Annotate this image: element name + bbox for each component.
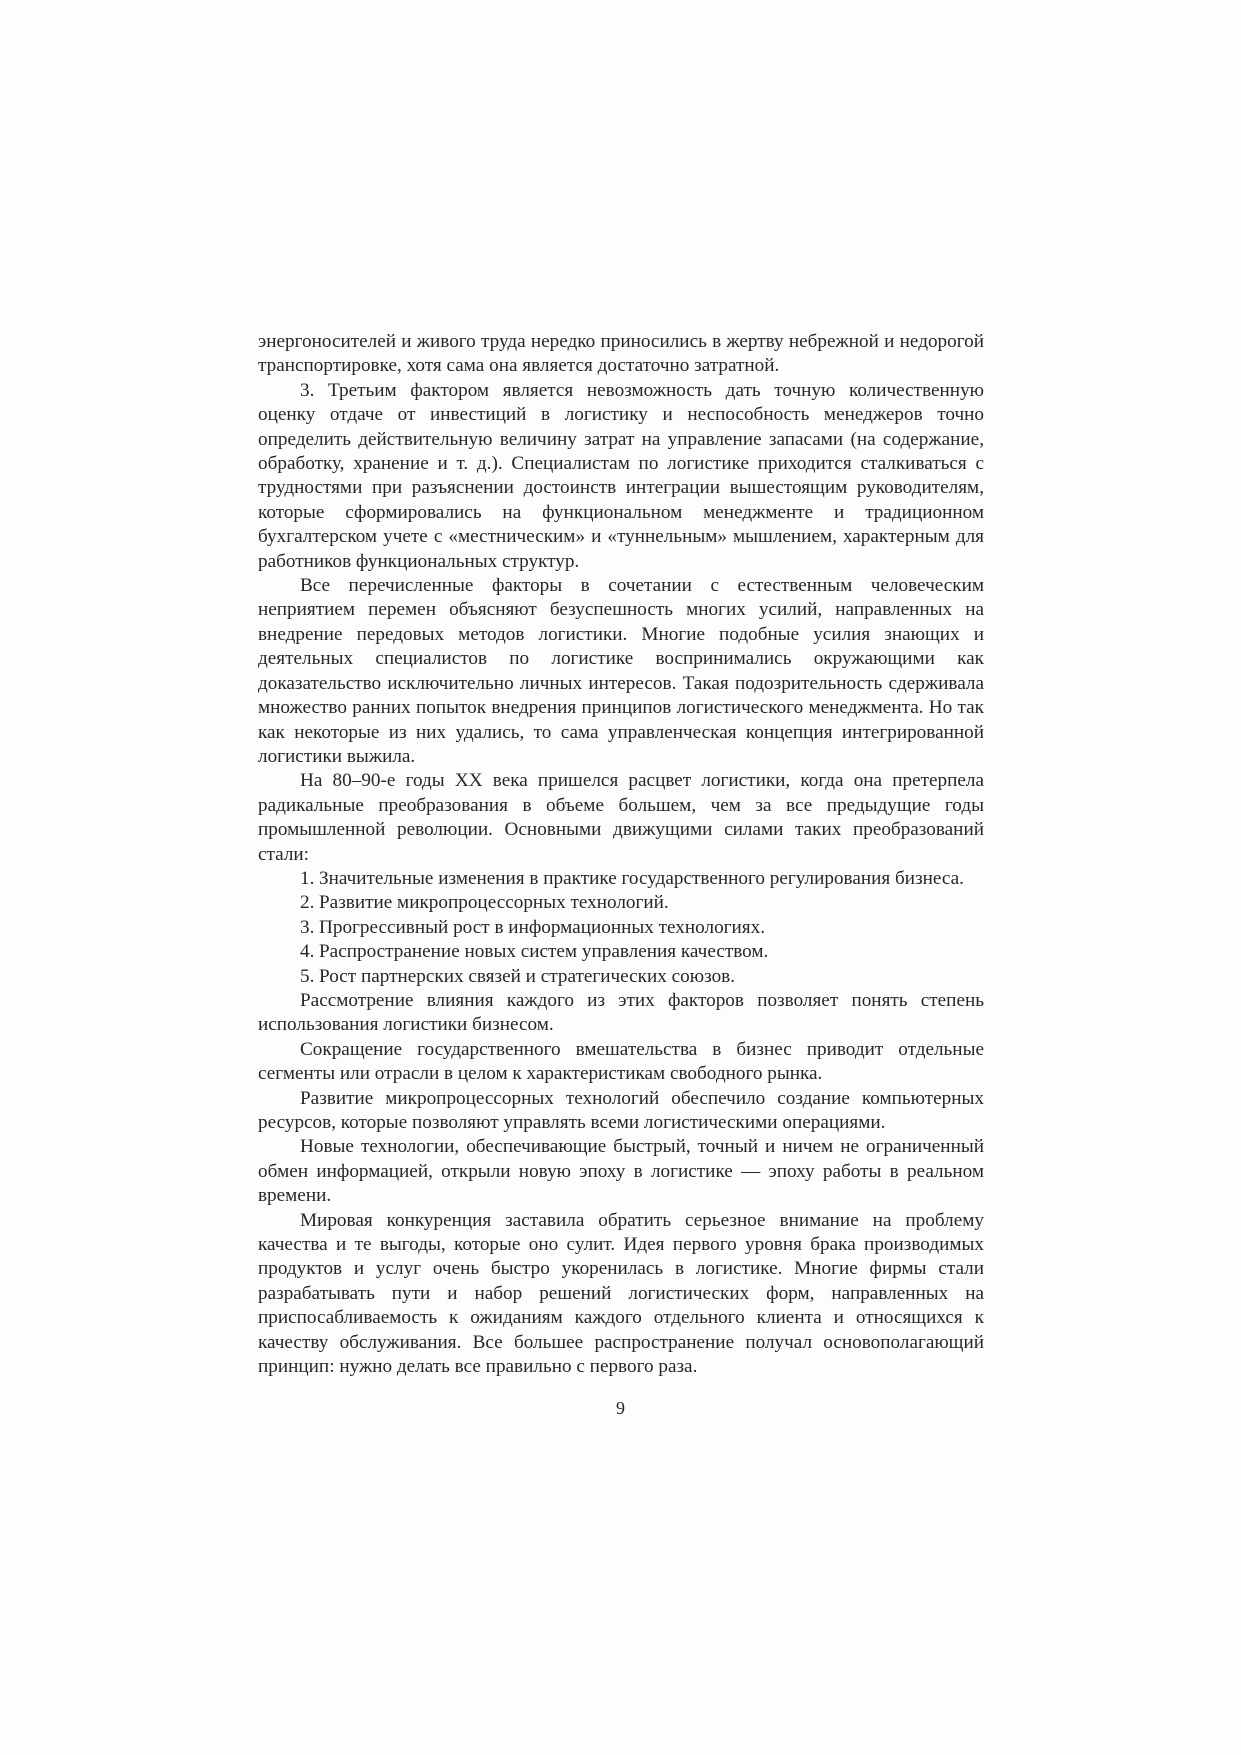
list-item <box>300 891 984 915</box>
list-item-number: 2. <box>300 892 315 914</box>
paragraph-new-technologies: Новые технологии, обеспечивающие быстрый, точный и ничем не ограниченный обмен информацией, открыли новую эпоху в логистике — эпоху работы в реальном времени. <box>258 1136 984 1207</box>
paragraph-80-90s: На 80–90-е годы XX века пришелся расцвет логистики, когда она претерпела радикальные преобразования в объеме большем, чем за все предыдущие годы промышленной революции. Основными движущими силами таких преобразований стали: <box>258 770 984 865</box>
paragraph-continuation: энергоносителей и живого труда нередко приносились в жертву небрежной и недорогой транспортировке, хотя сама она является достаточно затратной. <box>258 331 984 377</box>
list-item <box>300 916 984 940</box>
paragraph-microprocessors: Развитие микропроцессорных технологий обеспечило создание компьютерных ресурсов, которые позволяют управлять всеми логистическими операциями. <box>258 1087 984 1133</box>
paragraph-deregulation: Сокращение государственного вмешательства в бизнес приводит отдельные сегменты или отрасли в целом к характеристикам свободного рынка. <box>258 1038 984 1085</box>
list-item-text: Распространение новых систем управления качеством. <box>319 941 769 963</box>
list-item-text: Развитие микропроцессорных технологий. <box>319 892 669 914</box>
page-number: 9 <box>616 1398 625 1418</box>
list-item-text: Прогрессивный рост в информационных технологиях. <box>319 916 766 938</box>
list-item <box>300 867 984 891</box>
paragraph-quality: Мировая конкуренция заставила обратить серьезное внимание на проблему качества и те выгоды, которые оно сулит. Идея первого уровня брака производимых продуктов и услуг очень быстро укоренилась в логистике. Многие фирмы стали разрабатывать пути и набор решений логистических форм, направленных на приспосабливаемость к ожиданиям каждого отдельного клиента и относящихся к качеству обслуживания. Все большее распространение получал основополагающий принцип: нужно делать все правильно с первого раза. <box>258 1209 984 1378</box>
list-item-text: Значительные изменения в практике государственного регулирования бизнеса. <box>319 867 964 889</box>
list-item-number: 3. <box>300 916 315 938</box>
body-text <box>258 330 984 1379</box>
paragraph-factors-summary: Все перечисленные факторы в сочетании с естественным человеческим неприятием перемен объясняют безуспешность многих усилий, направленных на внедрение передовых методов логистики. Многие подобные усилия знающих и деятельных специалистов по логистике воспринимались окружающими как доказательство исключительно личных интересов. Такая подозрительность сдерживала множество ранних попыток внедрения принципов логистического менеджмента. Но так как некоторые из них удались, то сама управленческая концепция интегрированной логистики выжила. <box>258 575 984 767</box>
list-item-number: 5. <box>300 965 315 987</box>
paragraph-factors-influence: Рассмотрение влияния каждого из этих факторов позволяет понять степень использования логистики бизнесом. <box>258 989 984 1036</box>
list-item <box>300 940 984 964</box>
list-item-number: 4. <box>300 941 315 963</box>
list-item-number: 1. <box>300 867 315 889</box>
list-item-text: Рост партнерских связей и стратегических союзов. <box>319 965 736 987</box>
driving-forces-list <box>258 867 984 989</box>
list-item <box>300 965 984 989</box>
paragraph-third-factor: 3. Третьим фактором является невозможность дать точную количественную оценку отдаче от инвестиций в логистику и неспособность менеджеров точно определить действительную величину затрат на управление запасами (на содержание, обработку, хранение и т. д.). Специалистам по логистике приходится сталкиваться с трудностями при разъяснении достоинств интеграции вышестоящим руководителям, которые сформировались на функциональном менеджменте и традиционном бухгалтерском учете с «местническим» и «туннельным» мышлением, характерным для работников функциональных структур. <box>258 379 984 572</box>
